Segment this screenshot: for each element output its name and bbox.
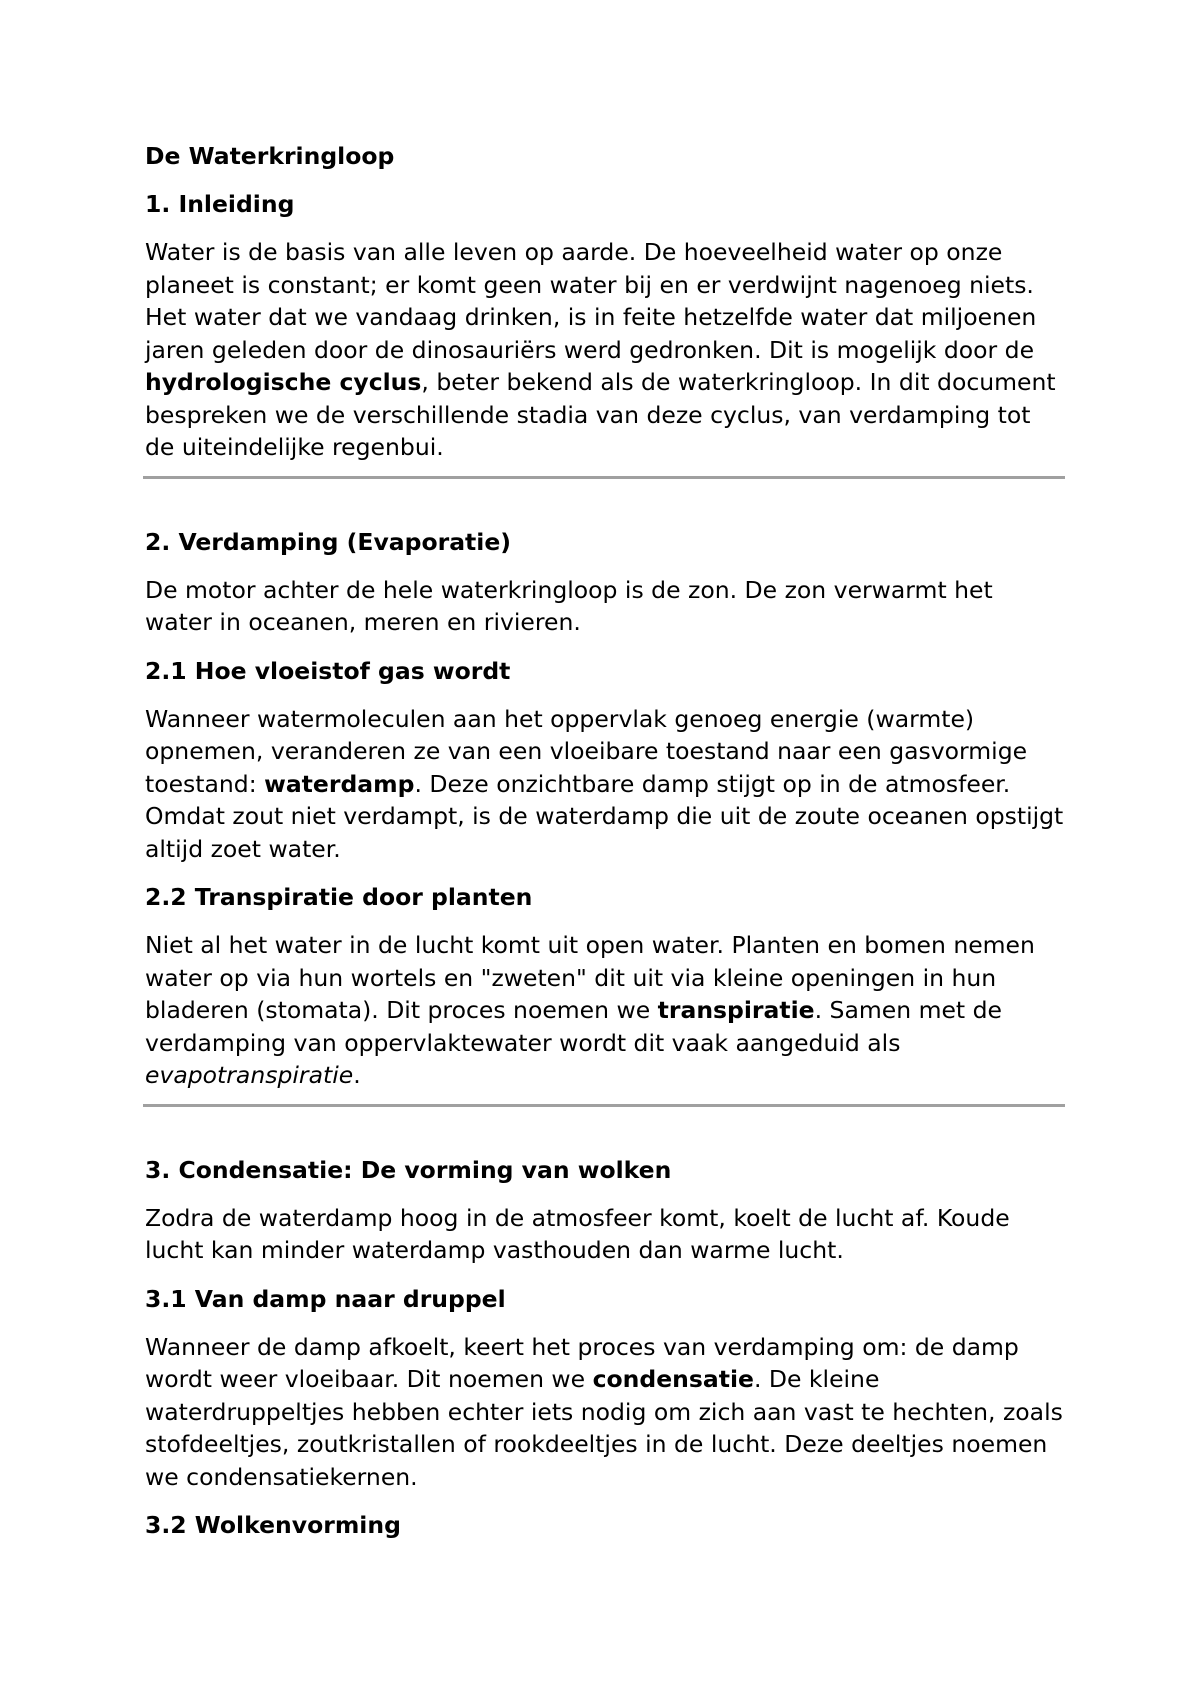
text-run: . De kleine waterdruppeltjes hebben echter iets nodig om zich aan vast te hechten, zoals stofdeeltjes, zoutkristallen of rookdeeltjes in de lucht. Deze deeltjes noemen we condensatiekernen. (145, 1365, 1063, 1491)
horizontal-rule (143, 1104, 1065, 1107)
paragraph-2-1 (145, 703, 1065, 866)
section-heading-inleiding: 1. Inleiding (145, 190, 295, 218)
italic-term: evapotranspiratie (145, 1061, 354, 1089)
paragraph-verdamping-intro: De motor achter de hele waterkringloop is de zon. De zon verwarmt het water in oceanen, meren en rivieren. (145, 575, 993, 636)
horizontal-rule (143, 476, 1065, 479)
bold-term: condensatie (592, 1365, 754, 1393)
bold-term: hydrologische cyclus (145, 368, 422, 396)
subsection-heading-2-2: 2.2 Transpiratie door planten (145, 883, 533, 911)
text-run: . Deze onzichtbare damp stijgt op in de atmosfeer. Omdat zout niet verdampt, is de waterdamp die uit de zoute oceanen opstijgt altijd zoet water. (145, 769, 1064, 863)
document-title: De Waterkringloop (145, 142, 395, 170)
text-run: Wanneer watermoleculen aan het oppervlak genoeg energie (warmte) opnemen, veranderen ze van een vloeibare toestand naar een gasvormige toestand: (145, 704, 1028, 798)
bold-term: waterdamp (264, 769, 415, 798)
paragraph-condensatie-intro: Zodra de waterdamp hoog in de atmosfeer komt, koelt de lucht af. Koude lucht kan minder waterdamp vasthouden dan warme lucht. (145, 1203, 1010, 1264)
text-run: Niet al het water in de lucht komt uit open water. Planten en bomen nemen water op via hun wortels en "zweten" dit uit via kleine openingen in hun bladeren (stomata). Dit proces noemen we (145, 931, 1035, 1024)
paragraph-3-1 (145, 1331, 1065, 1494)
text-run: . Samen met de verdamping van oppervlaktewater wordt dit vaak aangeduid als (145, 996, 1002, 1057)
subsection-heading-3-2: 3.2 Wolkenvorming (145, 1511, 401, 1539)
subsection-heading-3-1: 3.1 Van damp naar druppel (145, 1284, 506, 1313)
text-run: , beter bekend als de waterkringloop. In dit document bespreken we de verschillende stadia van deze cyclus, van verdamping tot de uiteindelijke regenbui. (145, 368, 1056, 461)
text-run: . (353, 1061, 361, 1089)
bold-term: transpiratie (657, 996, 815, 1024)
text-run: Water is de basis van alle leven op aarde. De hoeveelheid water op onze planeet is constant; er komt geen water bij en er verdwijnt nagenoeg niets. Het water dat we vandaag drinken, is in feite hetzelfde water dat miljoenen jaren geleden door de dinosauriërs werd gedronken. Dit is mogelijk door de (145, 238, 1037, 364)
paragraph-inleiding (145, 236, 1065, 464)
section-heading-condensatie: 3. Condensatie: De vorming van wolken (145, 1155, 672, 1184)
document-page (145, 140, 1065, 1557)
subsection-heading-2-1: 2.1 Hoe vloeistof gas wordt (145, 656, 511, 685)
paragraph-2-2 (145, 929, 1065, 1092)
section-heading-verdamping: 2. Verdamping (Evaporatie) (145, 527, 512, 556)
text-run: Wanneer de damp afkoelt, keert het proces van verdamping om: de damp wordt weer vloeibaar. Dit noemen we (145, 1332, 1019, 1393)
